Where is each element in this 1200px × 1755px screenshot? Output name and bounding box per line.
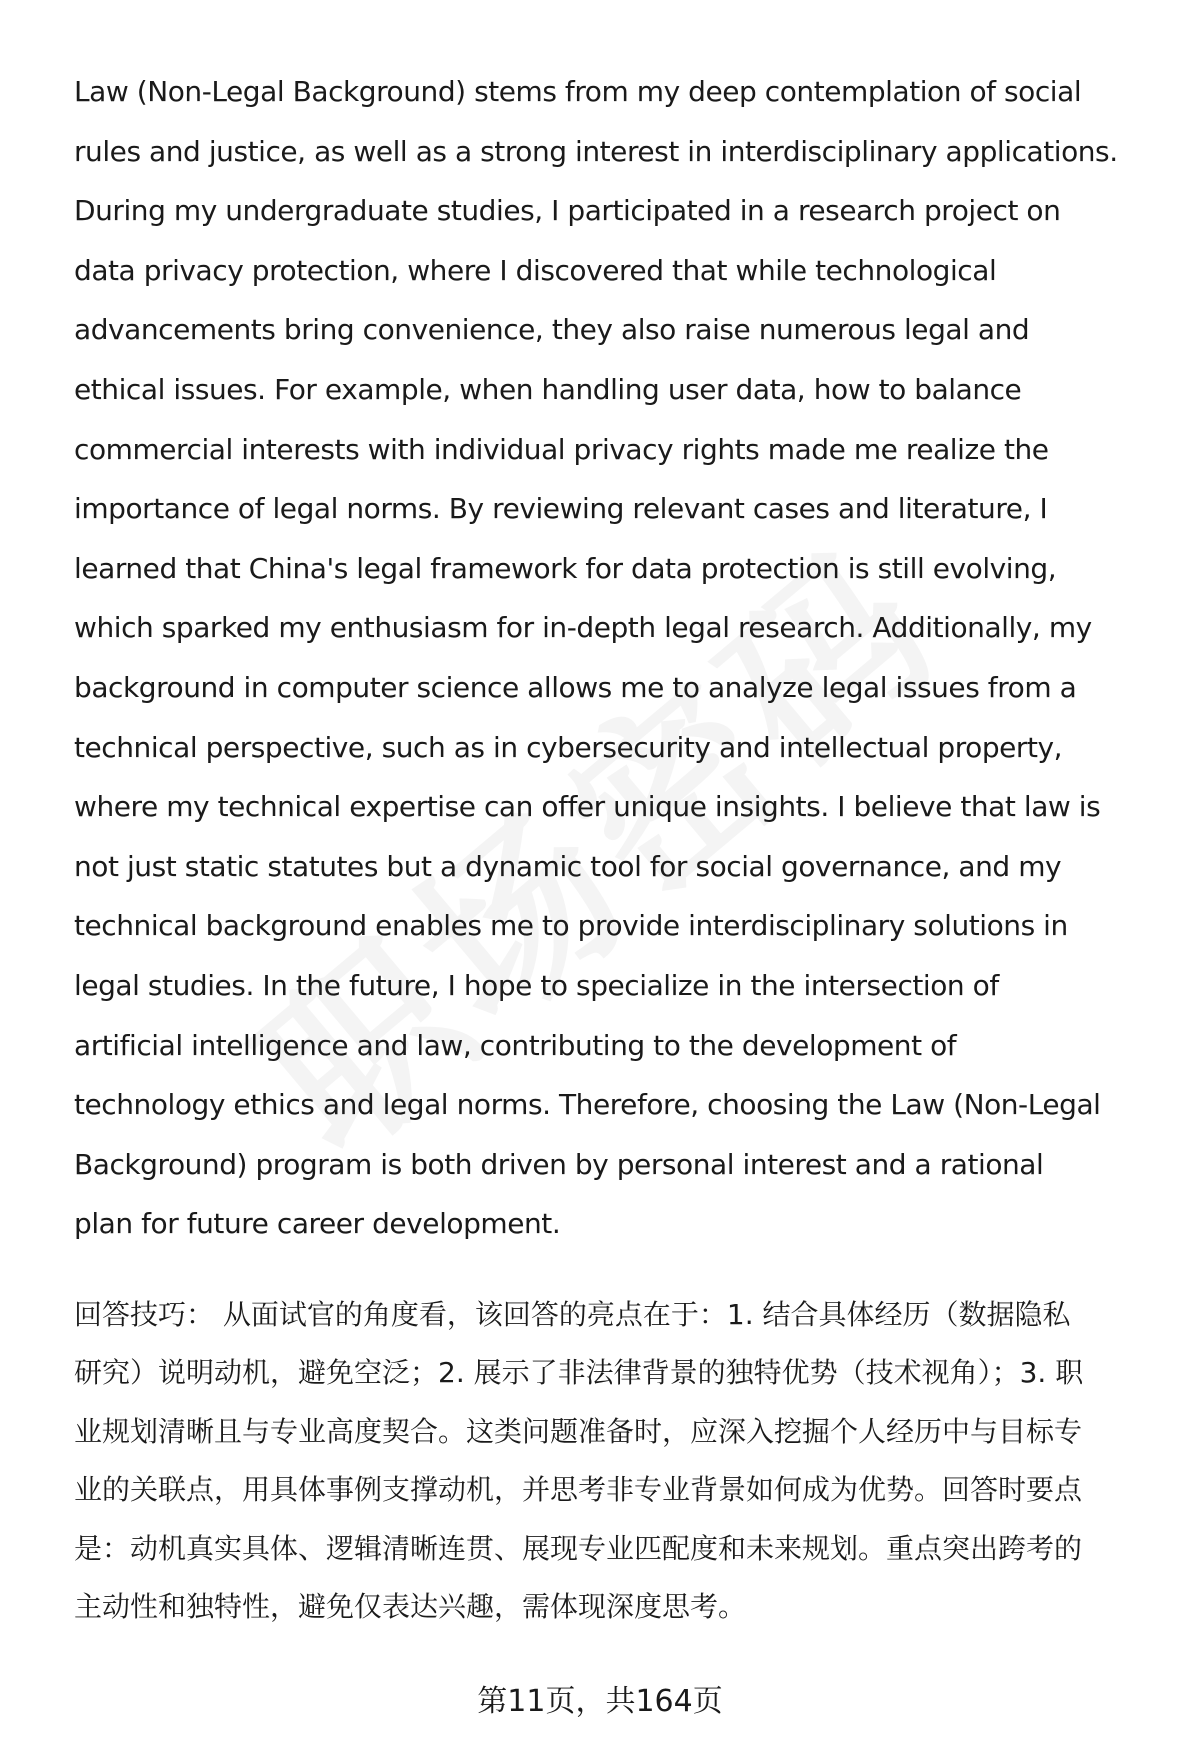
answer-line: learned that China's legal framework for data protection is still evolving, [74,551,1057,585]
answer-line: where my technical expertise can offer unique insights. I believe that law is [74,790,1101,824]
answer-line: legal studies. In the future, I hope to specialize in the intersection of [74,968,999,1002]
answer-line: which sparked my enthusiasm for in-depth legal research. Additionally, my [74,611,1092,645]
answer-line: technical background enables me to provide interdisciplinary solutions in [74,909,1068,943]
answer-line: importance of legal norms. By reviewing relevant cases and literature, I [74,492,1048,526]
answer-line: plan for future career development. [74,1207,561,1241]
answer-line: background in computer science allows me to analyze legal issues from a [74,670,1077,704]
tips-line: 研究）说明动机，避免空泛；2. 展示了非法律背景的独特优势（技术视角）；3. 职 [74,1356,1084,1390]
answer-line: Law (Non-Legal Background) stems from my deep contemplation of social [74,75,1082,108]
answer-line: advancements bring convenience, they also raise numerous legal and [74,313,1030,347]
answer-line: technical perspective, such as in cybersecurity and intellectual property, [74,730,1063,764]
answer-line: artificial intelligence and law, contributing to the development of [74,1028,957,1062]
tips-line: 回答技巧： 从面试官的角度看，该回答的亮点在于：1. 结合具体经历（数据隐私 [74,1298,1071,1331]
answer-line: Background) program is both driven by personal interest and a rational [74,1147,1044,1181]
tips-line: 业规划清晰且与专业高度契合。这类问题准备时，应深入挖掘个人经历中与目标专 [74,1414,1083,1448]
tips-line: 是：动机真实具体、逻辑清晰连贯、展现专业匹配度和未来规划。重点突出跨考的 [74,1531,1083,1565]
answer-line: technology ethics and legal norms. Therefore, choosing the Law (Non-Legal [74,1088,1101,1122]
answer-line: During my undergraduate studies, I participated in a research project on [74,194,1061,228]
answer-tips-paragraph [74,1286,1154,1636]
answer-line: not just static statutes but a dynamic tool for social governance, and my [74,849,1062,883]
answer-line: commercial interests with individual privacy rights made me realize the [74,432,1049,466]
tips-line: 业的关联点，用具体事例支撑动机，并思考非专业背景如何成为优势。回答时要点 [74,1473,1083,1507]
tips-line: 主动性和独特性，避免仅表达兴趣，需体现深度思考。 [74,1590,747,1624]
answer-line: rules and justice, as well as a strong interest in interdisciplinary applications. [74,134,1118,168]
answer-line: data privacy protection, where I discovered that while technological [74,253,997,287]
answer-line: ethical issues. For example, when handling user data, how to balance [74,372,1022,406]
answer-paragraph-english [74,62,1154,1254]
page-number-footer: 第11页，共164页 [477,1684,723,1719]
